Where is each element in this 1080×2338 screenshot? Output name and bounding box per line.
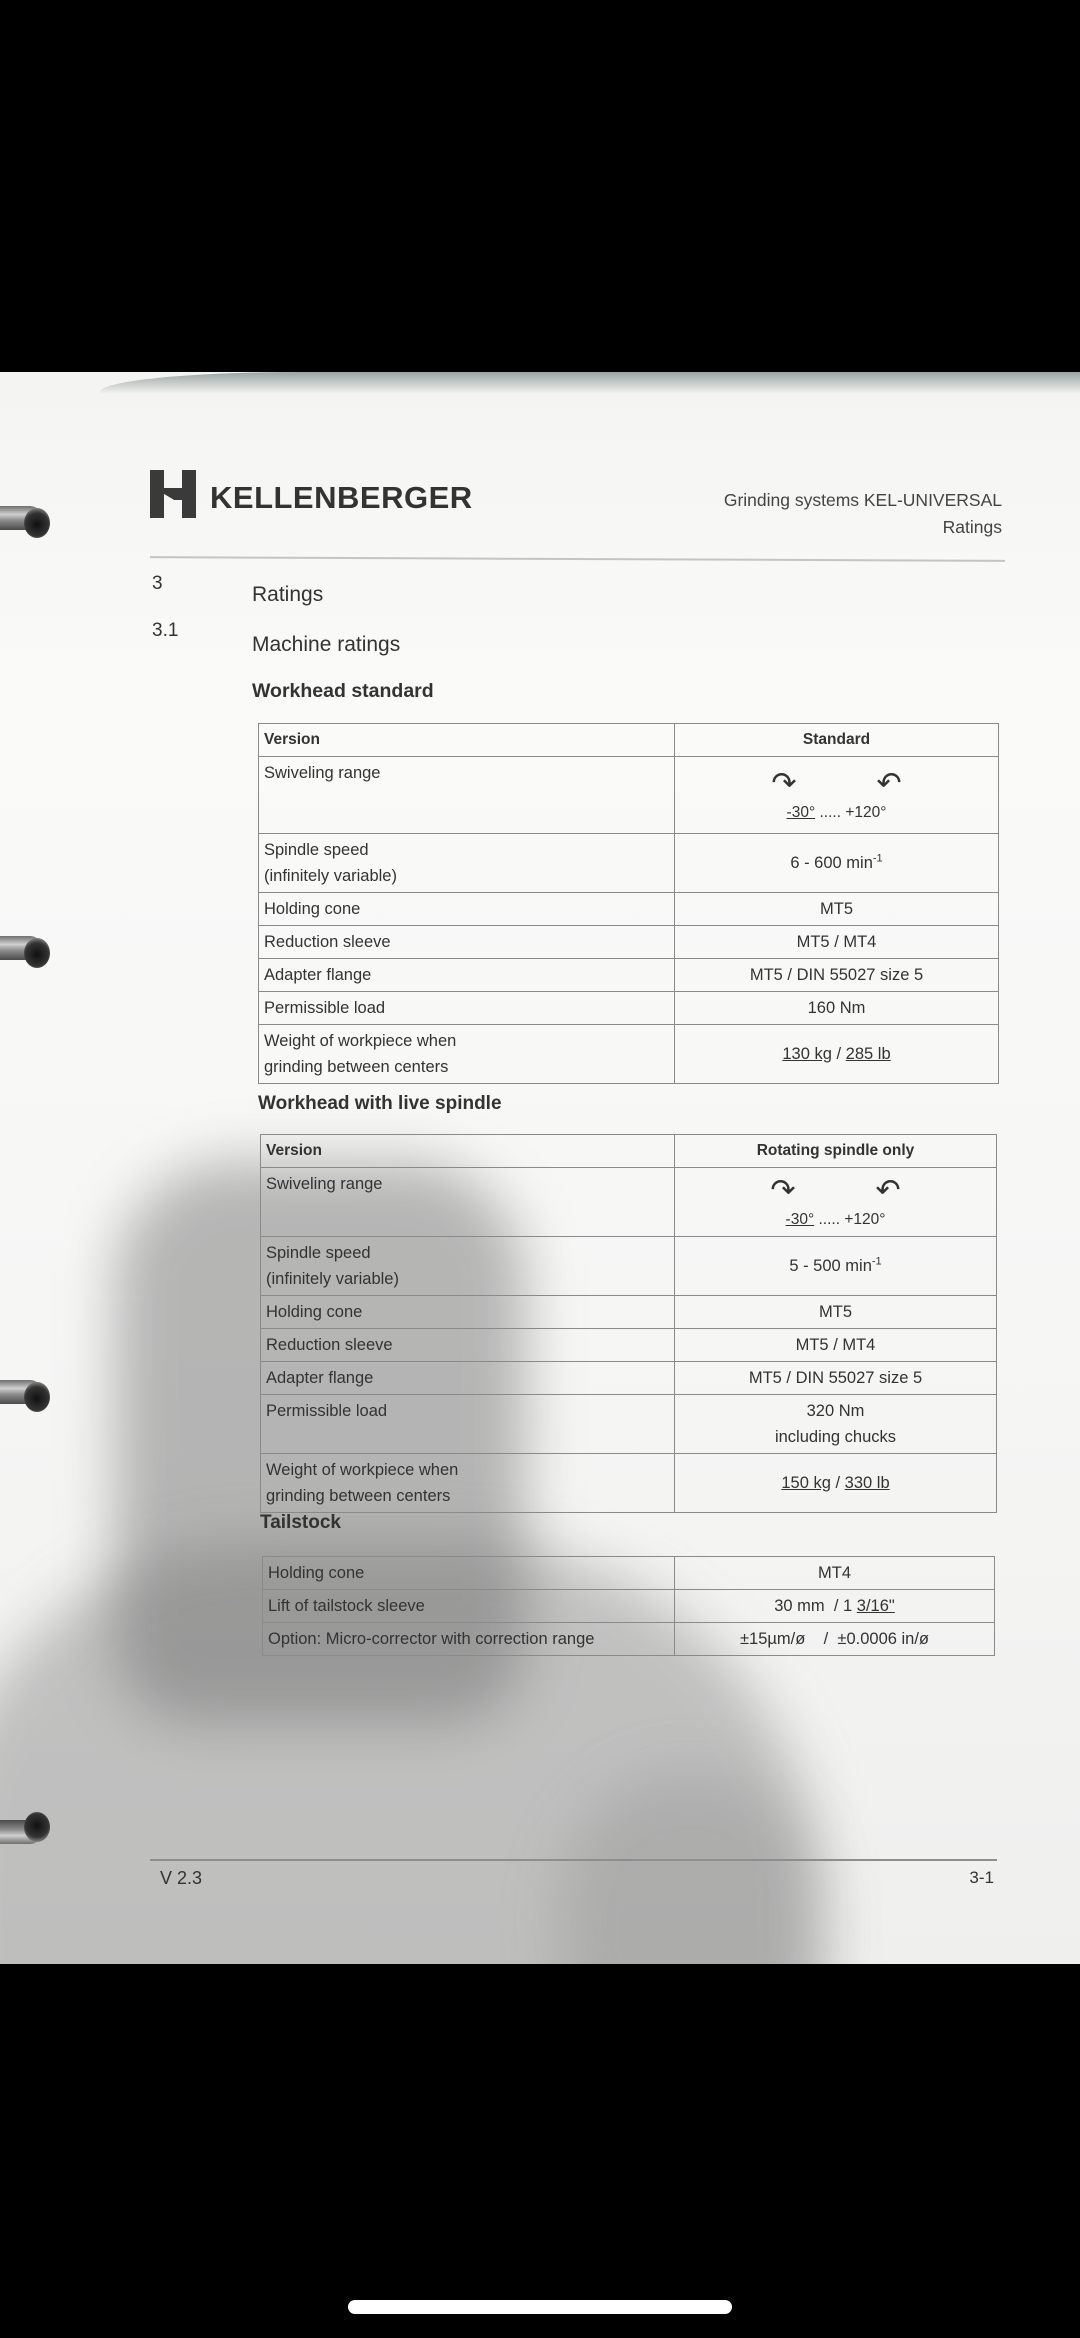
workhead-live-table [260, 1134, 997, 1513]
header-chapter: Ratings [942, 517, 1002, 537]
cell-value: MT5 / MT4 [675, 1329, 997, 1362]
swivel-dots: ..... [819, 804, 842, 821]
table-row [261, 1168, 997, 1237]
table-row [259, 893, 999, 926]
weight-lb: 285 lb [845, 1045, 891, 1063]
table-row [259, 834, 999, 893]
cell-label: Swiveling range [259, 757, 675, 834]
label-line: grinding between centers [266, 1487, 451, 1505]
weight-lb: 330 lb [844, 1474, 890, 1492]
cell-label: Lift of tailstock sleeve [263, 1590, 675, 1623]
swivel-dots: ..... [818, 1211, 841, 1228]
weight-kg: 130 kg [782, 1045, 832, 1063]
cell-label: Holding cone [263, 1557, 675, 1590]
brand-logo [150, 470, 473, 518]
rotate-cw-arrow-icon: ↷ [770, 1174, 796, 1207]
workhead-standard-table [258, 723, 999, 1084]
cell-value: MT5 [675, 1296, 997, 1329]
table-row [263, 1590, 995, 1623]
cell-value: ±15µm/ø / ±0.0006 in/ø [675, 1623, 995, 1656]
tailstock-table [262, 1556, 995, 1656]
workhead-standard-title: Workhead standard [252, 680, 434, 702]
label-line: Weight of workpiece when [264, 1032, 457, 1050]
cell-label: Permissible load [259, 992, 675, 1025]
cell-value [675, 1237, 997, 1296]
cell-label: Reduction sleeve [259, 926, 675, 959]
cell-value: Standard [675, 724, 999, 757]
cell-label: Permissible load [261, 1395, 675, 1454]
workhead-live-title: Workhead with live spindle [258, 1093, 502, 1114]
cell-label: Swiveling range [261, 1168, 675, 1237]
load-value: 320 Nm [806, 1402, 865, 1420]
table-row [259, 1025, 999, 1084]
rotate-cw-arrow-icon: ↷ [771, 767, 797, 800]
section-number: 3 [152, 573, 163, 594]
swivel-range-cell [675, 757, 999, 834]
cell-label: Adapter flange [261, 1362, 675, 1395]
table-row [261, 1395, 997, 1454]
cell-value [675, 1025, 999, 1084]
cell-label: Option: Micro-corrector with correction range [263, 1623, 675, 1656]
cell-value: 160 Nm [675, 992, 999, 1025]
cell-label [261, 1237, 675, 1296]
cell-label: Adapter flange [259, 959, 675, 992]
swivel-max: +120° [844, 1211, 886, 1228]
table-row [261, 1362, 997, 1395]
swivel-min: -30° [786, 804, 816, 821]
brand-name: KELLENBERGER [210, 480, 473, 515]
swivel-range-cell [675, 1168, 997, 1237]
rotate-ccw-arrow-icon: ↶ [876, 767, 902, 800]
table-row [261, 1454, 997, 1513]
label-line: (infinitely variable) [264, 867, 397, 885]
subsection-number: 3.1 [152, 620, 179, 641]
table-row [259, 959, 999, 992]
cell-value: Rotating spindle only [675, 1135, 997, 1168]
cell-value [675, 1454, 997, 1513]
weight-kg: 150 kg [781, 1474, 831, 1492]
rotate-ccw-arrow-icon: ↶ [875, 1174, 901, 1207]
table-row [261, 1296, 997, 1329]
cell-label [259, 834, 675, 893]
cell-value [675, 834, 999, 893]
cell-value [675, 1395, 997, 1454]
label-line: Spindle speed [264, 841, 369, 859]
header-right [724, 487, 1002, 541]
document-version: V 2.3 [160, 1868, 203, 1888]
cell-label: Holding cone [259, 893, 675, 926]
subsection-title: Machine ratings [252, 633, 401, 656]
kellenberger-logo-icon [150, 470, 196, 518]
photographer-shadow-hand [560, 1772, 820, 1964]
cell-label: Version [261, 1135, 675, 1168]
separator: / [835, 1474, 841, 1492]
tailstock-title: Tailstock [260, 1512, 341, 1533]
footer-divider [150, 1859, 997, 1861]
cell-value: MT5 [675, 893, 999, 926]
label-line: Spindle speed [266, 1244, 371, 1262]
table-row [263, 1623, 995, 1656]
table-row [259, 757, 999, 834]
page-edge [100, 372, 1080, 394]
label-line: (infinitely variable) [266, 1270, 399, 1288]
table-row [261, 1135, 997, 1168]
cell-value: MT5 / DIN 55027 size 5 [675, 959, 999, 992]
cell-value: MT4 [675, 1557, 995, 1590]
home-indicator[interactable] [348, 2300, 732, 2314]
lift-fraction: 3/16" [856, 1597, 895, 1615]
swivel-min: -30° [785, 1211, 815, 1228]
cell-value [675, 1590, 995, 1623]
table-row [259, 724, 999, 757]
cell-label: Holding cone [261, 1296, 675, 1329]
swivel-max: +120° [845, 804, 887, 821]
table-row [259, 926, 999, 959]
unit-exponent: -1 [871, 1255, 882, 1268]
page-number: 3-1 [969, 1868, 994, 1887]
cell-label: Reduction sleeve [261, 1329, 675, 1362]
section-title: Ratings [252, 583, 324, 606]
cell-value: MT5 / DIN 55027 size 5 [675, 1362, 997, 1395]
load-note: including chucks [774, 1428, 897, 1446]
cell-label [259, 1025, 675, 1084]
label-line: grinding between centers [264, 1058, 449, 1076]
spindle-speed-value: 5 - 500 min [789, 1257, 872, 1275]
spindle-speed-value: 6 - 600 min [790, 854, 873, 872]
table-row [261, 1237, 997, 1296]
table-row [263, 1557, 995, 1590]
cell-value: MT5 / MT4 [675, 926, 999, 959]
cell-label [261, 1454, 675, 1513]
cell-label: Version [259, 724, 675, 757]
separator: / [836, 1045, 842, 1063]
unit-exponent: -1 [872, 852, 883, 865]
header-product: Grinding systems KEL-UNIVERSAL [723, 490, 1002, 510]
lift-value: 30 mm / 1 [774, 1597, 857, 1615]
label-line: Weight of workpiece when [266, 1461, 459, 1479]
table-row [261, 1329, 997, 1362]
table-row [259, 992, 999, 1025]
